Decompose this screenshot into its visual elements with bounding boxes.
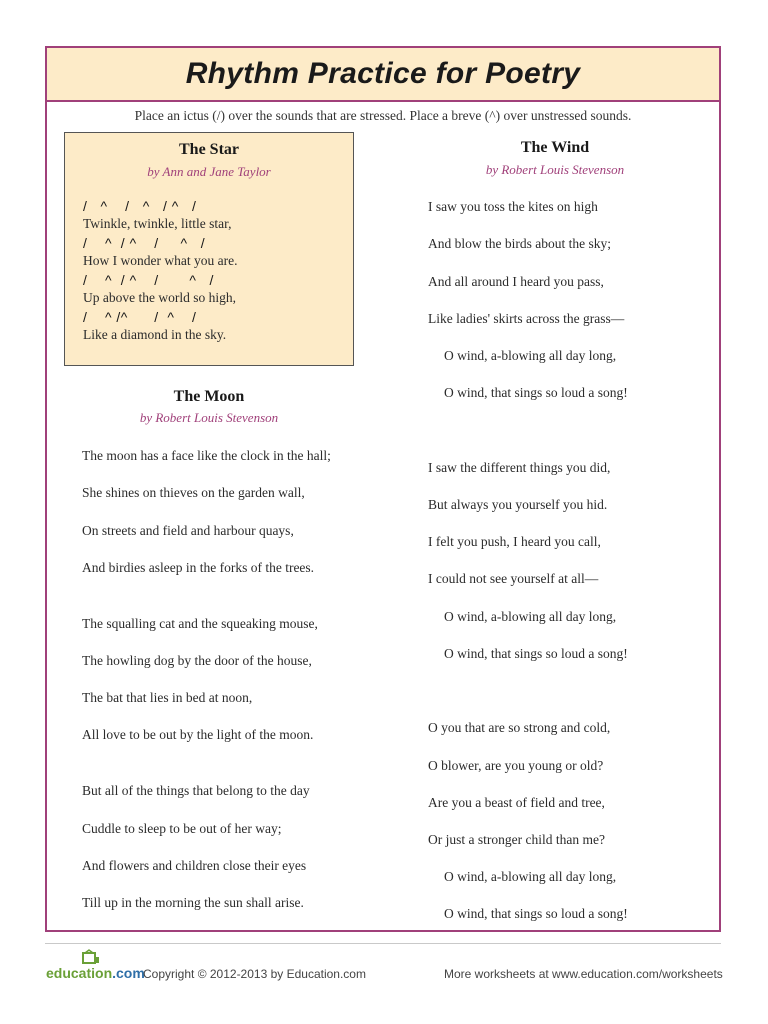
star-line-3: Up above the world so high,	[83, 290, 236, 305]
star-marks-4: / ^ /^ / ^ /	[83, 309, 197, 325]
logo-com-text: .com	[112, 965, 145, 981]
moon-line-1: The moon has a face like the clock in the hall;	[82, 448, 331, 463]
star-marks-1: / ^ / ^ / ^ /	[83, 198, 197, 214]
wind-line-2: And blow the birds about the sky;	[428, 236, 611, 251]
moon-line-2: She shines on thieves on the garden wall,	[82, 485, 305, 500]
wind-line-15: Are you a beast of field and tree,	[428, 795, 605, 810]
moon-line-12: Till up in the morning the sun shall arise.	[82, 895, 304, 910]
wind-line-8: But always you yourself you hid.	[428, 497, 608, 512]
wind-line-18: O wind, that sings so loud a song!	[444, 906, 628, 921]
star-title: The Star	[179, 141, 239, 158]
instructions: Place an ictus (/) over the sounds that are stressed. Place a breve (^) over unstressed sounds.	[134, 108, 632, 123]
wind-line-10: I could not see yourself at all—	[428, 571, 599, 586]
wind-line-17: O wind, a-blowing all day long,	[444, 869, 617, 884]
wind-line-11: O wind, a-blowing all day long,	[444, 609, 617, 624]
copyright-text: Copyright © 2012-2013 by Education.com	[143, 967, 366, 981]
moon-byline: by Robert Louis Stevenson	[139, 410, 279, 425]
title-bar	[47, 48, 719, 102]
star-line-2: How I wonder what you are.	[83, 253, 238, 268]
wind-line-1: I saw you toss the kites on high	[428, 199, 598, 214]
wind-line-6: O wind, that sings so loud a song!	[444, 385, 628, 400]
wind-line-16: Or just a stronger child than me?	[428, 832, 605, 847]
wind-line-12: O wind, that sings so loud a song!	[444, 646, 628, 661]
star-line-1: Twinkle, twinkle, little star,	[83, 216, 232, 231]
moon-line-3: On streets and field and harbour quays,	[82, 523, 294, 538]
footer-divider	[45, 943, 721, 944]
moon-line-11: And flowers and children close their eyes	[82, 858, 307, 873]
moon-line-7: The bat that lies in bed at noon,	[82, 690, 253, 705]
page-title: Rhythm Practice for Poetry	[185, 57, 581, 90]
wind-line-13: O you that are so strong and cold,	[428, 720, 611, 735]
moon-line-8: All love to be out by the light of the moon.	[82, 727, 314, 742]
star-marks-3: / ^ / ^ / ^ /	[83, 272, 214, 288]
wind-line-5: O wind, a-blowing all day long,	[444, 348, 617, 363]
moon-line-4: And birdies asleep in the forks of the trees.	[82, 560, 315, 575]
wind-line-7: I saw the different things you did,	[428, 460, 611, 475]
wind-line-9: I felt you push, I heard you call,	[428, 534, 601, 549]
star-poem-box	[64, 132, 354, 366]
wind-byline: by Robert Louis Stevenson	[485, 162, 625, 177]
wind-line-4: Like ladies' skirts across the grass—	[428, 311, 625, 326]
star-byline: by Ann and Jane Taylor	[147, 164, 271, 179]
more-worksheets-link[interactable]: More worksheets at www.education.com/worksheets	[444, 967, 723, 981]
moon-line-9: But all of the things that belong to the day	[82, 783, 310, 798]
wind-line-14: O blower, are you young or old?	[428, 758, 604, 773]
education-logo[interactable]	[46, 965, 145, 981]
worksheet-frame	[45, 46, 721, 932]
wind-title: The Wind	[520, 139, 590, 156]
star-line-4: Like a diamond in the sky.	[83, 327, 227, 342]
moon-line-10: Cuddle to sleep to be out of her way;	[82, 821, 282, 836]
star-marks-2: / ^ / ^ / ^ /	[83, 235, 206, 251]
moon-title: The Moon	[173, 388, 245, 405]
moon-line-6: The howling dog by the door of the house,	[82, 653, 312, 668]
wind-line-3: And all around I heard you pass,	[428, 274, 604, 289]
moon-line-5: The squalling cat and the squeaking mouse,	[82, 616, 318, 631]
logo-education-text: education	[46, 965, 113, 981]
education-logo-icon	[80, 949, 100, 965]
